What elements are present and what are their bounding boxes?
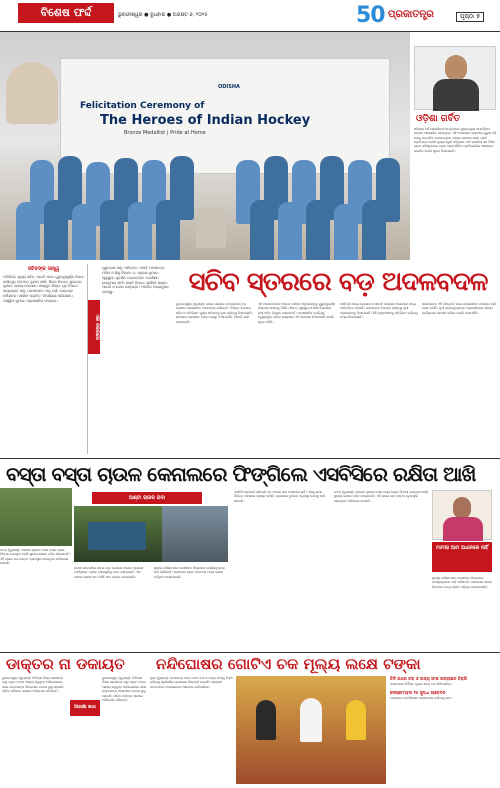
page-number: ପୃଷ୍ଠା ୭ <box>456 12 484 22</box>
player-figure <box>156 200 180 260</box>
odisha-box-text: ଓଡ଼ିଶାର ହକି ଖେଳାଳିଙ୍କ ସମ୍ମାନରେ ମୁଖ୍ୟମନ୍ତ୍ରୀ ସମ୍ବର୍ଦ୍ଧନା ଉତ୍ସବ ଆୟୋଜିତ ହୋଇଥିଲା। ଏହି ଅବସରରେ ଭାରତୀୟ ପୁରୁଷ ହକି ଦଳକୁ ସମ୍ମାନିତ କରାଯାଇଥିଲା। ରାଜ୍ୟ ସରକାର ଖେଳ ପ୍ରତି ପ୍ରତିବଦ୍ଧ ବୋଲି ମୁଖ୍ୟମନ୍ତ୍ରୀ କହିଥିଲେ। ହକି ଇଣ୍ଡିଆ ସହ ମିଳିତ ଭାବେ ଭବିଷ୍ୟତରେ ଅଧିକ ଆନ୍ତର୍ଜାତିକ ପ୍ରତିଯୋଗିତା ଆୟୋଜନ କରାଯିବ ବୋଲି ସୂଚନା ଦିଆଯାଇଛି। <box>414 127 497 153</box>
story-column: ଏହି ଅଦଳବଦଳରେ ଅନେକ ବରିଷ୍ଠ ଅଧିକାରୀଙ୍କୁ ଗୁରୁତ୍ୱପୂର୍ଣ୍ଣ ବିଭାଗର ଦାୟିତ୍ୱ ମିଳିଛି। ଶିଳ୍ପ, ସ୍ୱାସ୍ଥ୍ୟ ଓ ଶିକ୍ଷା ବିଭାଗରେ ନୂଆ ସଚିବ ନିଯୁକ୍ତ ହୋଇଛନ୍ତି। ପ୍ରଶାସନିକ କାର୍ଯ୍ୟକୁ ତ୍ୱରାନ୍ୱିତ କରିବା ଲକ୍ଷ୍ୟରେ ଏହି ପଦକ୍ଷେପ ନିଆଯାଇଛି ବୋଲି ସୂତ୍ର କହିଛି। <box>258 302 336 324</box>
story-column: ସ୍ଥାନୀୟ ବାସିନ୍ଦାମାନେ ଦୋଷୀଙ୍କ ବିରୋଧରେ କାର୍ଯ୍ୟାନୁଷ୍ଠାନ ଦାବି କରିଛନ୍ତି। ରେଳବାଇ ଲାଇନ ନିକଟରେ ମଧ୍ୟ ଚାଉଳ ପଡ଼ିଥିବା ଦେଖାଯାଇଛି। <box>154 566 225 579</box>
deity-figure <box>346 700 366 740</box>
player-figure <box>362 200 386 260</box>
section-tag: ବିଶେଷ ଫର୍ଦ୍ଦ <box>18 3 114 23</box>
rice-sacks-photo <box>0 488 72 546</box>
headline-rice-canal: ବସ୍ତା ବସ୍ତା ଚାଉଳ କେନାଲରେ ଫିଙ୍ଗିଲେ ଏସବିସିରେ ରକ୍ଷିତା ଆଖି <box>0 458 500 488</box>
hockey-team-photo <box>0 32 410 260</box>
portrait-face <box>445 55 467 81</box>
player-figure <box>100 200 124 260</box>
anniversary-logo: 50 <box>356 3 385 28</box>
trinity-deities-photo <box>236 676 386 784</box>
headline-chariot-wheel: ନନ୍ଦିଘୋଷର ଗୋଟିଏ ଚକ ମୂଲ୍ୟ ଲକ୍ଷେ ଟଙ୍କା <box>150 652 500 674</box>
story-column: ସରକାରଙ୍କ ଏହି ନିଷ୍ପତ୍ତି ପରେ ପ୍ରଶାସନିକ ମହଲରେ ଚର୍ଚ୍ଚା ଜୋର ଧରିଛି। ନୂଆ ଦାୟିତ୍ୱପ୍ରାପ୍ତ ଅଧିକାରୀମାନେ ଶୀଘ୍ର କାର୍ଯ୍ୟଭାର ଗ୍ରହଣ କରିବେ ବୋଲି ଜଣାପଡ଼ିଛି। <box>422 302 496 315</box>
bullet-text: ଅନଲାଇନ ପୋର୍ଟାଲରେ ପଞ୍ଜୀକରଣ କରିବାକୁ ହେବ। <box>390 695 453 700</box>
date-line: ଭୁବନେଶ୍ୱର ● ବୁଧବାର ● ଅଗଷ୍ଟ ୬, ୨୦୨୫ <box>118 12 208 18</box>
transfer-list-left <box>0 264 88 454</box>
transfer-list-text: ଅତିରିକ୍ତ ମୁଖ୍ୟ ସଚିବ, ଆଇଟି ପରେ ଗୁରୁତ୍ୱପୂର୍ଣ୍ଣ ବିଭାଗ ଦାୟିତ୍ୱ। ହେମନ୍ତ କୁମାର ଶର୍ମା: ଶିଳ୍ପ ବିଭାଗ। ସୁରେନ୍ଦ୍ର କୁମାର: ଖାଦ୍ୟ ଯୋଗାଣ। ଶାଶ୍ୱତ ମିଶ୍ର: ଗୃହ ବିଭାଗ। ସତ୍ୟବ୍ରତ ସାହୁ: ଜଳସମ୍ପଦ। ଅନୁ ଗର୍ଗ: ଉନ୍ନୟନ କମିଶନର। ଶାଳିନୀ ପଣ୍ଡିତ: ବିପର୍ଯ୍ୟୟ ପରିଚାଳନା। ଅଶ୍ୱିନୀ କୁମାର: ପ୍ରଶାସନିକ ସଂସ୍କାର। <box>3 274 84 303</box>
pull-quote: ମାମଲା ଆମ ଅଧୀନରେ ନାହିଁ <box>432 542 492 572</box>
vertical-badge: ଏକ ନଜରରେ <box>88 300 100 354</box>
player-figure <box>278 202 302 260</box>
brand-name: ପ୍ରଜାତନ୍ତ୍ର <box>388 9 434 20</box>
banner-subtitle: Bronze Medallist | Pride at Home <box>124 130 206 136</box>
odisha-pride-box <box>410 32 500 260</box>
player-figure <box>16 202 40 260</box>
bullet-point <box>390 690 500 700</box>
bullet-point <box>390 676 500 686</box>
story-doctor <box>0 676 150 780</box>
official-portrait <box>432 490 492 540</box>
story-rice-canal <box>0 488 500 648</box>
truck-shape <box>88 522 146 550</box>
story-column: ଏସବିସି ଅଧିକାରୀ କହିଛନ୍ତି ଯେ ମାମଲା ଆମ ଅଧୀନରେ ନାହିଁ। ଏହାକୁ ନେଇ ବିଭିନ୍ନ ମହଲରେ ପ୍ରଶ୍ନ ଉଠିଛି। ପ୍ରଶାସନ ତୁରନ୍ତ ବ୍ୟବସ୍ଥା ନେବାକୁ ଦାବି ହୋଇଛି। <box>234 490 326 503</box>
story-column: କଟକ (ବ୍ୟୁରୋ): କେନାଲ କୂଳରେ ବସ୍ତା ବସ୍ତା ଚାଉଳ ଫିଙ୍ଗା ଯାଇଥିବା ଦେଖି ସ୍ଥାନୀୟ ଲୋକେ ଚକିତ ହୋଇଛନ୍ତି। ଏହି ଚାଉଳ ଗଣ ବଣ୍ଟନ ବ୍ୟବସ୍ଥାର ହୋଇଥିବା ଅଭିଯୋଗ ହୋଇଛି। <box>334 490 428 503</box>
odisha-box-title: ଓଡ଼ିଶା ଗର୍ବିତ <box>416 114 461 124</box>
bullet-title: ସେପ୍ଟେମ୍ବର ୧୫ ସୁଦ୍ଧା ଆବେଦନ <box>390 689 446 695</box>
chief-guest-figure <box>196 208 226 248</box>
player-figure <box>306 200 330 260</box>
player-figure <box>72 204 96 260</box>
banner-portrait <box>6 62 58 124</box>
story-column: ଭୁବନେଶ୍ୱର (ବ୍ୟୁରୋ): ଚିକିତ୍ସା ନାଁରେ ରୋଗୀଙ୍କ ଠାରୁ ଅଧିକ ଟଙ୍କା ଆଦାୟ କରୁଥିବା ଅଭିଯୋଗରେ ଜଣେ ଡାକ୍ତରଙ୍କ ବିରୋଧରେ ମାମଲା ରୁଜୁ ହୋଇଛି। ପୀଡ଼ିତ ପରିବାର ଥାନାରେ ଅଭିଯୋଗ କରିଛନ୍ତି। <box>2 676 65 694</box>
photo-caption: ଅଣ୍ଟା ଚାଉଳ ଗଦା <box>92 492 202 504</box>
portrait-body <box>443 517 483 541</box>
story-secretary-reshuffle <box>176 302 500 454</box>
story-label-box: ଆରକ୍ଷୀ କଥା <box>70 700 100 716</box>
truck-photo <box>74 506 162 562</box>
deity-figure <box>256 700 276 740</box>
bullet-text: ଭକ୍ତମାନେ ନିର୍ଦ୍ଦିଷ୍ଟ ମୂଲ୍ୟ ଦେଇ ଚକ କିଣିପାରିବେ। <box>390 681 453 686</box>
story-column: କଟକ (ବ୍ୟୁରୋ): କେନାଲ କୂଳରେ ବସ୍ତା ବସ୍ତା ଚାଉଳ ଫିଙ୍ଗା ଯାଇଥିବା ଦେଖି ସ୍ଥାନୀୟ ଲୋକେ ଚକିତ ହୋଇଛନ୍ତି। ଏହି ଚାଉଳ ଗଣ ବଣ୍ଟନ ବ୍ୟବସ୍ଥାର ହୋଇଥିବା ଅଭିଯୋଗ ହୋଇଛି। <box>0 548 71 566</box>
bullet-title: ତିନି ରଥର ଚକ ଓ ଅନ୍ୟ ଅଂଶ ଅନ୍‌ଲାଇନ ବିକ୍ରି <box>390 676 468 681</box>
player-figure <box>128 202 152 260</box>
banner-logo: ODISHA <box>218 84 240 90</box>
masthead <box>0 0 500 32</box>
headline-doctor: ଡାକ୍ତର ନା ଡକାୟତ <box>0 652 150 674</box>
story-column: ସ୍ଥାନୀୟ ବାସିନ୍ଦାମାନେ ଦୋଷୀଙ୍କ ବିରୋଧରେ କାର୍ଯ୍ୟାନୁଷ୍ଠାନ ଦାବି କରିଛନ୍ତି। ରେଳବାଇ ଲାଇନ ନିକଟରେ ମଧ୍ୟ ଚାଉଳ ପଡ଼ିଥିବା ଦେଖାଯାଇଛି। <box>432 576 492 589</box>
story-chariot-text: ପୁରୀ (ବ୍ୟୁରୋ): ରଥଯାତ୍ରା ପରେ ରଥର ଚକ ଓ ଅନ୍ୟ ଅଂଶକୁ ବିକ୍ରି କରିବାକୁ ଶ୍ରୀମନ୍ଦିର ପ୍ରଶାସନ ନିଷ୍ପତ୍ତି ନେଇଛି। ଆଗ୍ରହୀ ଭକ୍ତମାନେ ଅନଲାଇନରେ ଆବେଦନ କରିପାରିବେ। <box>150 676 233 689</box>
player-figure <box>44 200 68 260</box>
portrait-face <box>453 497 471 519</box>
story-column: ଭୁବନେଶ୍ୱର (ବ୍ୟୁରୋ): ରାଜ୍ୟ ସରକାର ମଙ୍ଗଳବାର ବଡ଼ ଧରଣର ପ୍ରଶାସନିକ ଅଦଳବଦଳ କରିଛନ୍ତି। ବିଭିନ୍ନ ବିଭାଗର ସଚିବ ଓ ଅତିରିକ୍ତ ମୁଖ୍ୟ ସଚିବଙ୍କୁ ନୂଆ ଦାୟିତ୍ୱ ଦିଆଯାଇଛି। ସାଧାରଣ ପ୍ରଶାସନ ବିଭାଗ ପକ୍ଷରୁ ଏ ସମ୍ପର୍କିତ ବିଜ୍ଞପ୍ତି ଜାରି କରାଯାଇଛି। <box>176 302 253 324</box>
story-column: ସେହିପରି ଖାଦ୍ୟ ଯୋଗାଣ ଓ ଖାଉଟି କଲ୍ୟାଣ ବିଭାଗରେ ମଧ୍ୟ ପରିବର୍ତ୍ତନ ହୋଇଛି। ଜଳସମ୍ପଦ ବିଭାଗର ଦାୟିତ୍ୱ ନୂଆ ଅଧିକାରୀଙ୍କୁ ଦିଆଯାଇଛି। କିଛି ଅଧିକାରୀଙ୍କୁ ଅତିରିକ୍ତ ଦାୟିତ୍ୱ ମଧ୍ୟ ଦିଆଯାଇଛି। <box>340 302 418 320</box>
transfer-list-heading: ସଚିବଙ୍କ ସାନ୍ତ୍ୱ <box>27 266 60 272</box>
portrait-body <box>433 79 479 111</box>
story-column: ଭୁବନେଶ୍ୱର (ବ୍ୟୁରୋ): ଚିକିତ୍ସା ନାଁରେ ରୋଗୀଙ୍କ ଠାରୁ ଅଧିକ ଟଙ୍କା ଆଦାୟ କରୁଥିବା ଅଭିଯୋଗରେ ଜଣେ ଡାକ୍ତରଙ୍କ ବିରୋଧରେ ମାମଲା ରୁଜୁ ହୋଇଛି। ପୀଡ଼ିତ ପରିବାର ଥାନାରେ ଅଭିଯୋଗ କରିଛନ୍ତି। <box>102 676 147 703</box>
story-column: ଘଟଣା ସମ୍ପର୍କରେ ଖବର ପାଇ ଯୋଗାଣ ବିଭାଗ ଅଧିକାରୀ ପହଞ୍ଚିଥିଲେ। ଚାଉଳ ବସ୍ତାଗୁଡ଼ିକୁ ଜବତ କରାଯାଇଛି। ଏହା ପଛରେ କାହାର ହାତ ରହିଛି ତାହା ତଦନ୍ତ କରାଯାଉଛି। <box>74 566 144 579</box>
chief-minister-photo <box>414 46 496 110</box>
player-figure <box>334 204 358 260</box>
deity-figure <box>300 698 322 742</box>
banner-title-line2: The Heroes of Indian Hockey <box>100 113 311 128</box>
transfer-list-right: ଗୁରୁଚରଣ ସାହୁ: ପରିବହନ। ଦୀପ୍ତି ମହାପାତ୍ର: ମହିଳା ଓ ଶିଶୁ ବିକାଶ। ଡ. ସଞ୍ଜୟ କୁମାର: ସ୍ୱାସ୍ଥ୍ୟ। ସୁଦର୍ଶନ ଚକ୍ରବର୍ତ୍ତୀ: ଉଚ୍ଚଶିକ୍ଷା। ରାଜକୁମାର ଶର୍ମା: ଶକ୍ତି ବିଭାଗ। ଶାଲିନୀ ପଣ୍ଡା: ଆବାସ ଓ ନଗର ଉନ୍ନୟନ। ଅରବିନ୍ଦ ଅଗ୍ରୱାଲ: ରାଜସ୍ୱ। <box>102 266 170 295</box>
player-figure <box>250 200 274 260</box>
officials-photo <box>162 506 228 562</box>
banner-title-line1: Felicitation Ceremony of <box>80 101 205 111</box>
chariot-bullets <box>390 676 500 780</box>
headline-secretary-reshuffle: ସଚିବ ସ୍ତରରେ ବଡ଼ ଅଦଳବଦଳ <box>188 267 488 297</box>
